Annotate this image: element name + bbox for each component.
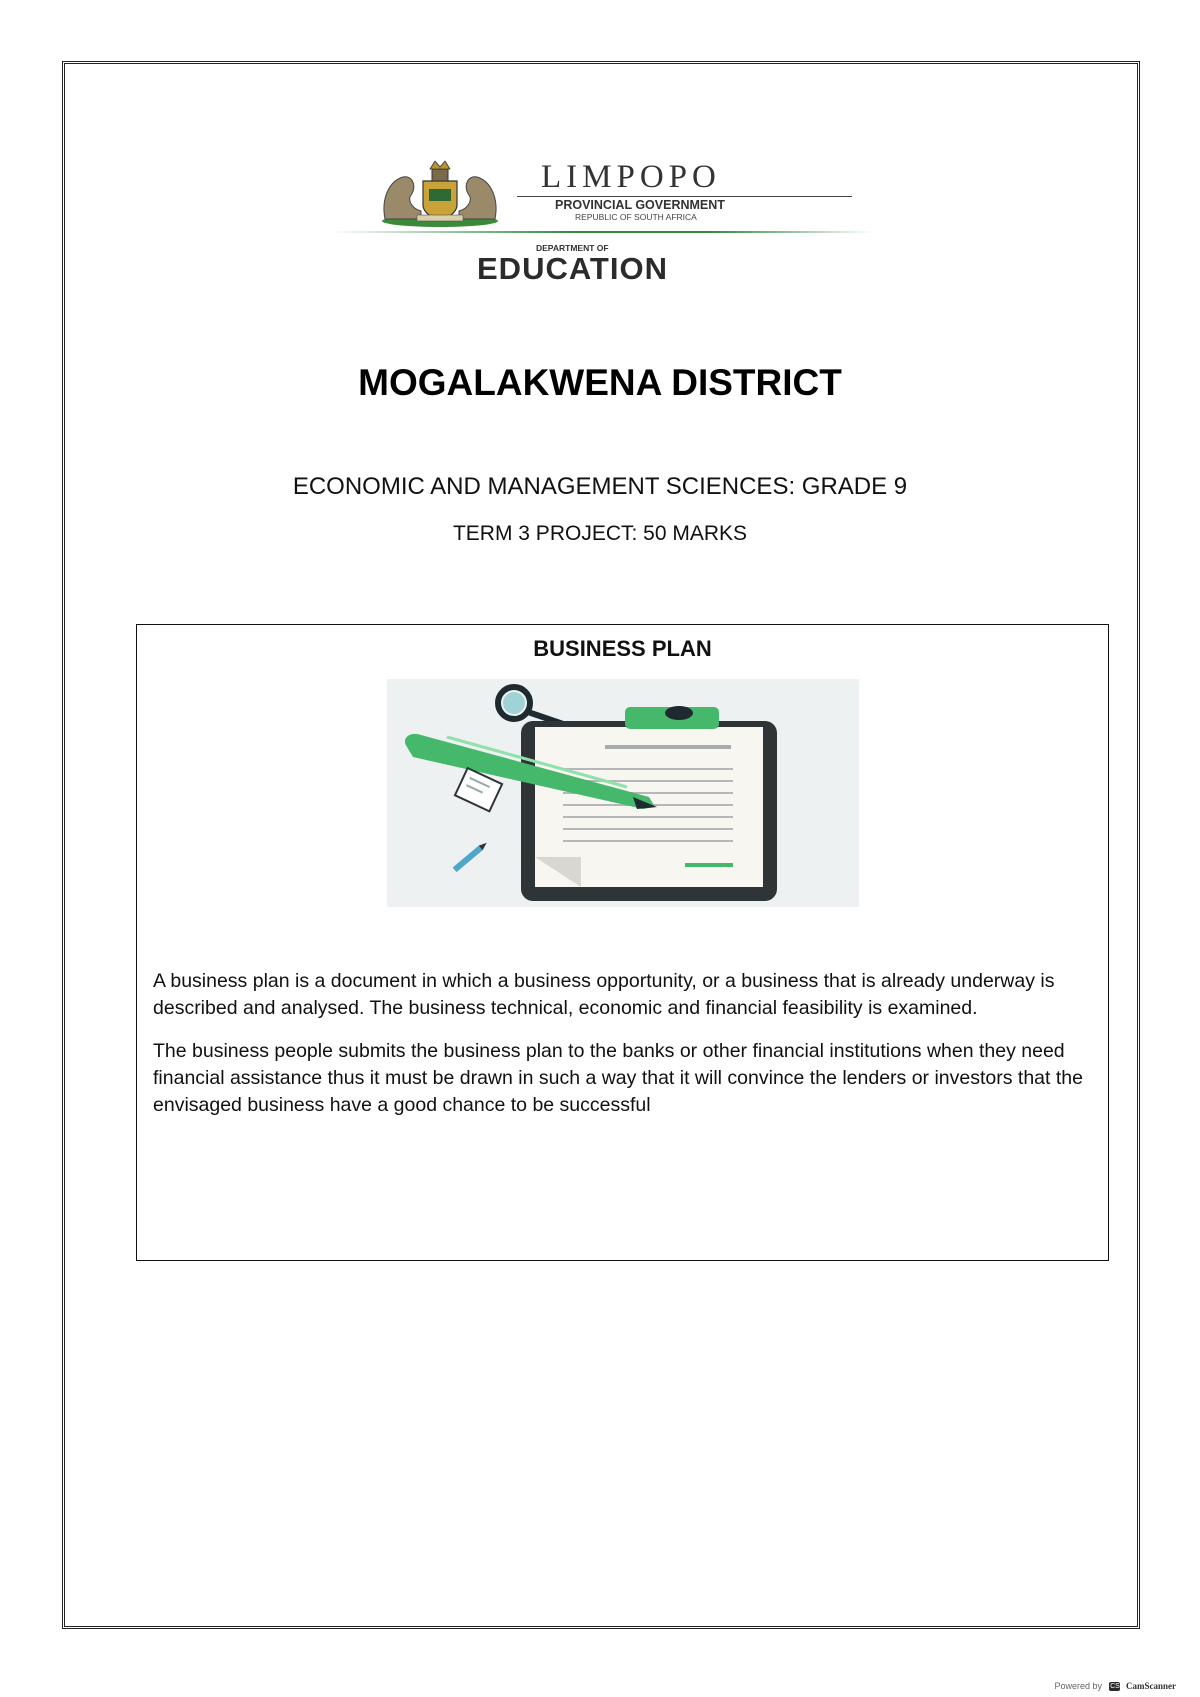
logo-department-of: DEPARTMENT OF	[536, 243, 609, 253]
coat-of-arms-icon	[377, 159, 503, 229]
limpopo-education-logo	[329, 155, 880, 292]
logo-green-rule	[329, 231, 874, 233]
logo-education: EDUCATION	[477, 251, 668, 286]
camscanner-icon: CS	[1110, 1683, 1120, 1691]
paragraph-definition: A business plan is a document in which a business opportunity, or a business that is already underway is described and analysed. The business technical, economic and financial feasibility is examined.	[153, 970, 1055, 1019]
clipboard-pen-illustration	[387, 679, 859, 907]
term-project-title: TERM 3 PROJECT: 50 MARKS	[452, 522, 748, 545]
camscanner-name: CamScanner	[1126, 1681, 1176, 1691]
business-plan-title: BUSINESS PLAN	[533, 636, 712, 661]
business-plan-box	[136, 624, 1109, 1261]
logo-republic: REPUBLIC OF SOUTH AFRICA	[575, 212, 697, 222]
district-title: MOGALAKWENA DISTRICT	[358, 362, 842, 403]
paragraph-purpose: The business people submits the business plan to the banks or other financial institutions when they need financial assistance thus it must be drawn in such a way that it will convince the lenders or investors that the envisaged business have a good chance to be successful	[153, 1040, 1083, 1116]
subject-title: ECONOMIC AND MANAGEMENT SCIENCES: GRADE 9	[292, 473, 908, 500]
scanner-footer	[1054, 1681, 1176, 1691]
logo-limpopo: LIMPOPO	[541, 159, 721, 195]
powered-by-label: Powered by	[1054, 1681, 1102, 1691]
business-plan-description	[153, 968, 1088, 1135]
logo-provincial-government: PROVINCIAL GOVERNMENT	[555, 198, 725, 212]
logo-divider	[517, 196, 852, 197]
